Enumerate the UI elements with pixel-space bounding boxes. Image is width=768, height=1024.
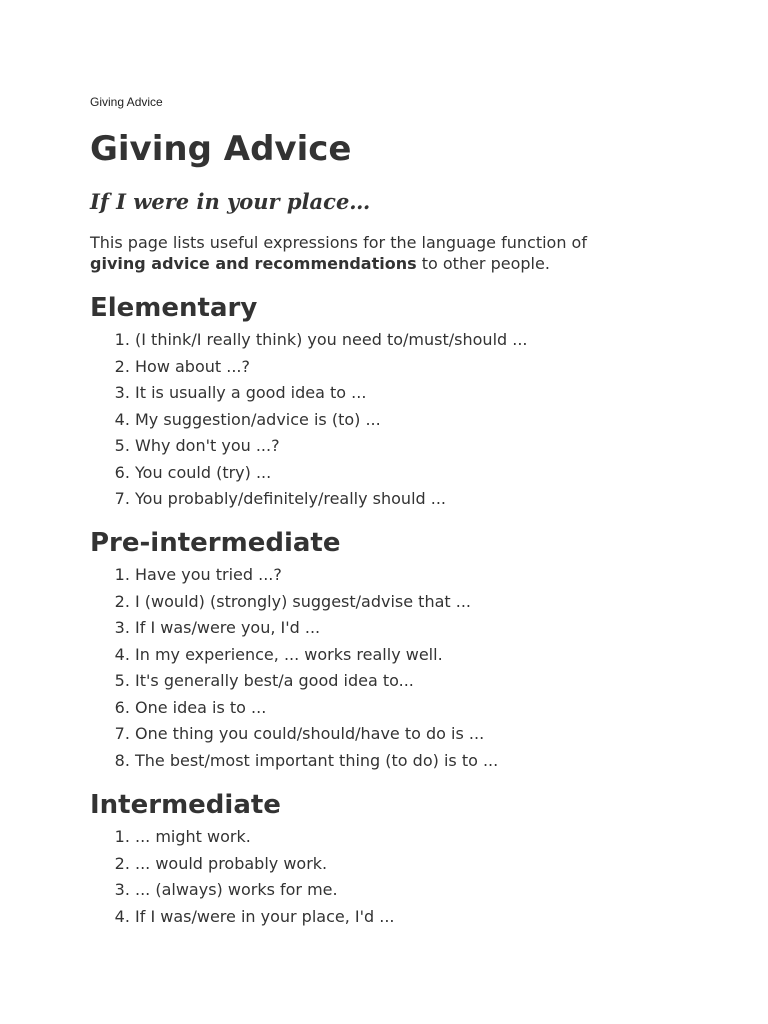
intro-text-before: This page lists useful expressions for the language function of [90,233,587,252]
phrase-list-pre-intermediate [90,562,498,774]
list-item: 4. My suggestion/advice is (to) ... [135,407,528,434]
page-title: Giving Advice [90,129,352,169]
list-item: 6. One idea is to ... [135,695,498,722]
list-item: 2. How about ...? [135,354,528,381]
list-item: 4. If I was/were in your place, I'd ... [135,904,395,931]
list-item: 7. One thing you could/should/have to do is ... [135,721,498,748]
list-item: 1. (I think/I really think) you need to/must/should ... [135,327,528,354]
list-item: 3. It is usually a good idea to ... [135,380,528,407]
list-item: 5. Why don't you ...? [135,433,528,460]
list-item: 7. You probably/definitely/really should ... [135,486,528,513]
list-item: 1. ... might work. [135,824,395,851]
section-heading-elementary: Elementary [90,293,258,323]
intro-paragraph [90,232,630,274]
section-heading-pre-intermediate: Pre-intermediate [90,528,341,558]
page-subtitle: If I were in your place… [90,189,371,214]
intro-text-after: to other people. [416,254,550,273]
phrase-list-intermediate [90,824,395,930]
list-item: 2. I (would) (strongly) suggest/advise that ... [135,589,498,616]
list-item: 1. Have you tried ...? [135,562,498,589]
list-item: 3. ... (always) works for me. [135,877,395,904]
list-item: 4. In my experience, ... works really well. [135,642,498,669]
intro-text-bold: giving advice and recommendations [90,254,417,273]
list-item: 8. The best/most important thing (to do) is to ... [135,748,498,775]
list-item: 5. It's generally best/a good idea to... [135,668,498,695]
section-heading-intermediate: Intermediate [90,790,281,820]
list-item: 2. ... would probably work. [135,851,395,878]
running-header: Giving Advice [90,95,163,109]
phrase-list-elementary [90,327,528,513]
list-item: 3. If I was/were you, I'd ... [135,615,498,642]
list-item: 6. You could (try) ... [135,460,528,487]
